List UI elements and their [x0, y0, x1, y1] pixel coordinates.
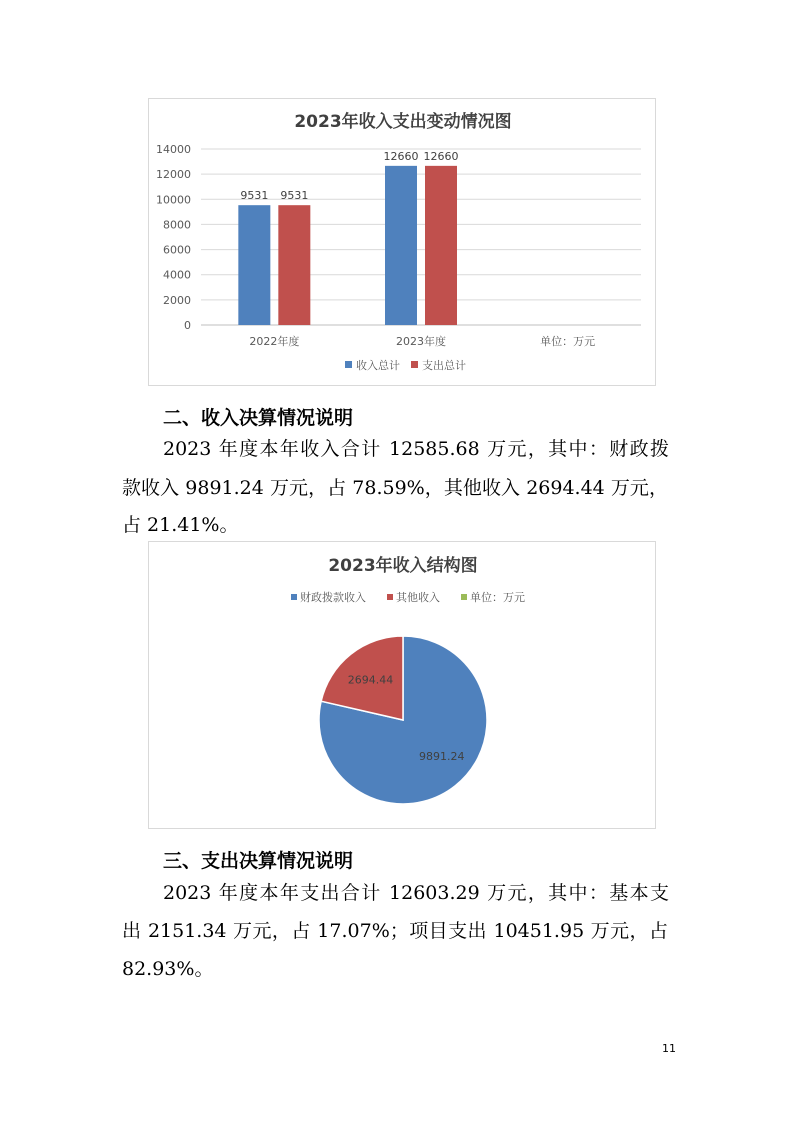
pie-chart-container	[148, 541, 656, 829]
legend-swatch	[291, 594, 297, 600]
pie-data-label: 9891.24	[419, 750, 465, 764]
legend-swatch	[387, 594, 393, 600]
bar-chart-container	[148, 98, 656, 386]
legend-swatch	[411, 361, 418, 368]
page-number: 11	[662, 1042, 676, 1055]
y-tick-label: 14000	[156, 143, 191, 156]
legend-entry: 财政拨款收入	[300, 591, 366, 604]
legend-entry: 其他收入	[396, 591, 440, 604]
bar-income	[238, 205, 270, 325]
y-tick-label: 2000	[163, 293, 191, 307]
pie-chart	[149, 542, 657, 830]
y-tick-label: 12000	[156, 168, 191, 182]
x-tick-label: 2023年度	[396, 335, 446, 348]
legend-entry: 单位：万元	[470, 591, 525, 604]
bar-data-label: 12660	[383, 149, 419, 163]
bar-expense	[278, 205, 310, 325]
income-para-line-1: 2023 年度本年收入合计 12585.68 万元，其中：财政拨	[163, 438, 669, 460]
bar-chart	[149, 99, 657, 387]
expense-para-line-1: 2023 年度本年支出合计 12603.29 万元，其中：基本支	[163, 882, 669, 904]
expense-section-heading: 三、支出决算情况说明	[163, 850, 354, 872]
y-tick-label: 10000	[156, 193, 191, 207]
legend-entry: 支出总计	[422, 359, 466, 372]
pie-chart-title: 2023年收入结构图	[328, 556, 478, 576]
legend-swatch	[461, 594, 467, 600]
y-tick-label: 8000	[163, 218, 191, 232]
income-para-line-2: 款收入 9891.24 万元，占 78.59%，其他收入 2694.44 万元，	[122, 477, 668, 499]
expense-para-line-2: 出 2151.34 万元，占 17.07%；项目支出 10451.95 万元，占	[122, 920, 668, 942]
bar-data-label: 12660	[423, 149, 459, 163]
legend-swatch	[345, 361, 352, 368]
x-tick-label: 单位：万元	[540, 335, 596, 348]
bar-income	[385, 166, 417, 325]
x-tick-label: 2022年度	[249, 335, 300, 348]
bar-data-label: 9531	[240, 189, 269, 203]
bar-data-label: 9531	[280, 189, 309, 203]
bar-expense	[425, 166, 457, 325]
expense-para-line-3: 82.93%。	[122, 958, 214, 980]
bar-chart-title: 2023年收入支出变动情况图	[294, 112, 512, 132]
y-tick-label: 6000	[163, 243, 191, 257]
pie-data-label: 2694.44	[347, 673, 394, 687]
income-section-heading: 二、收入决算情况说明	[163, 407, 354, 429]
y-tick-label: 4000	[163, 268, 191, 282]
income-para-line-3: 占 21.41%。	[122, 514, 239, 536]
legend-entry: 收入总计	[356, 359, 400, 372]
y-tick-label: 0	[184, 319, 191, 332]
